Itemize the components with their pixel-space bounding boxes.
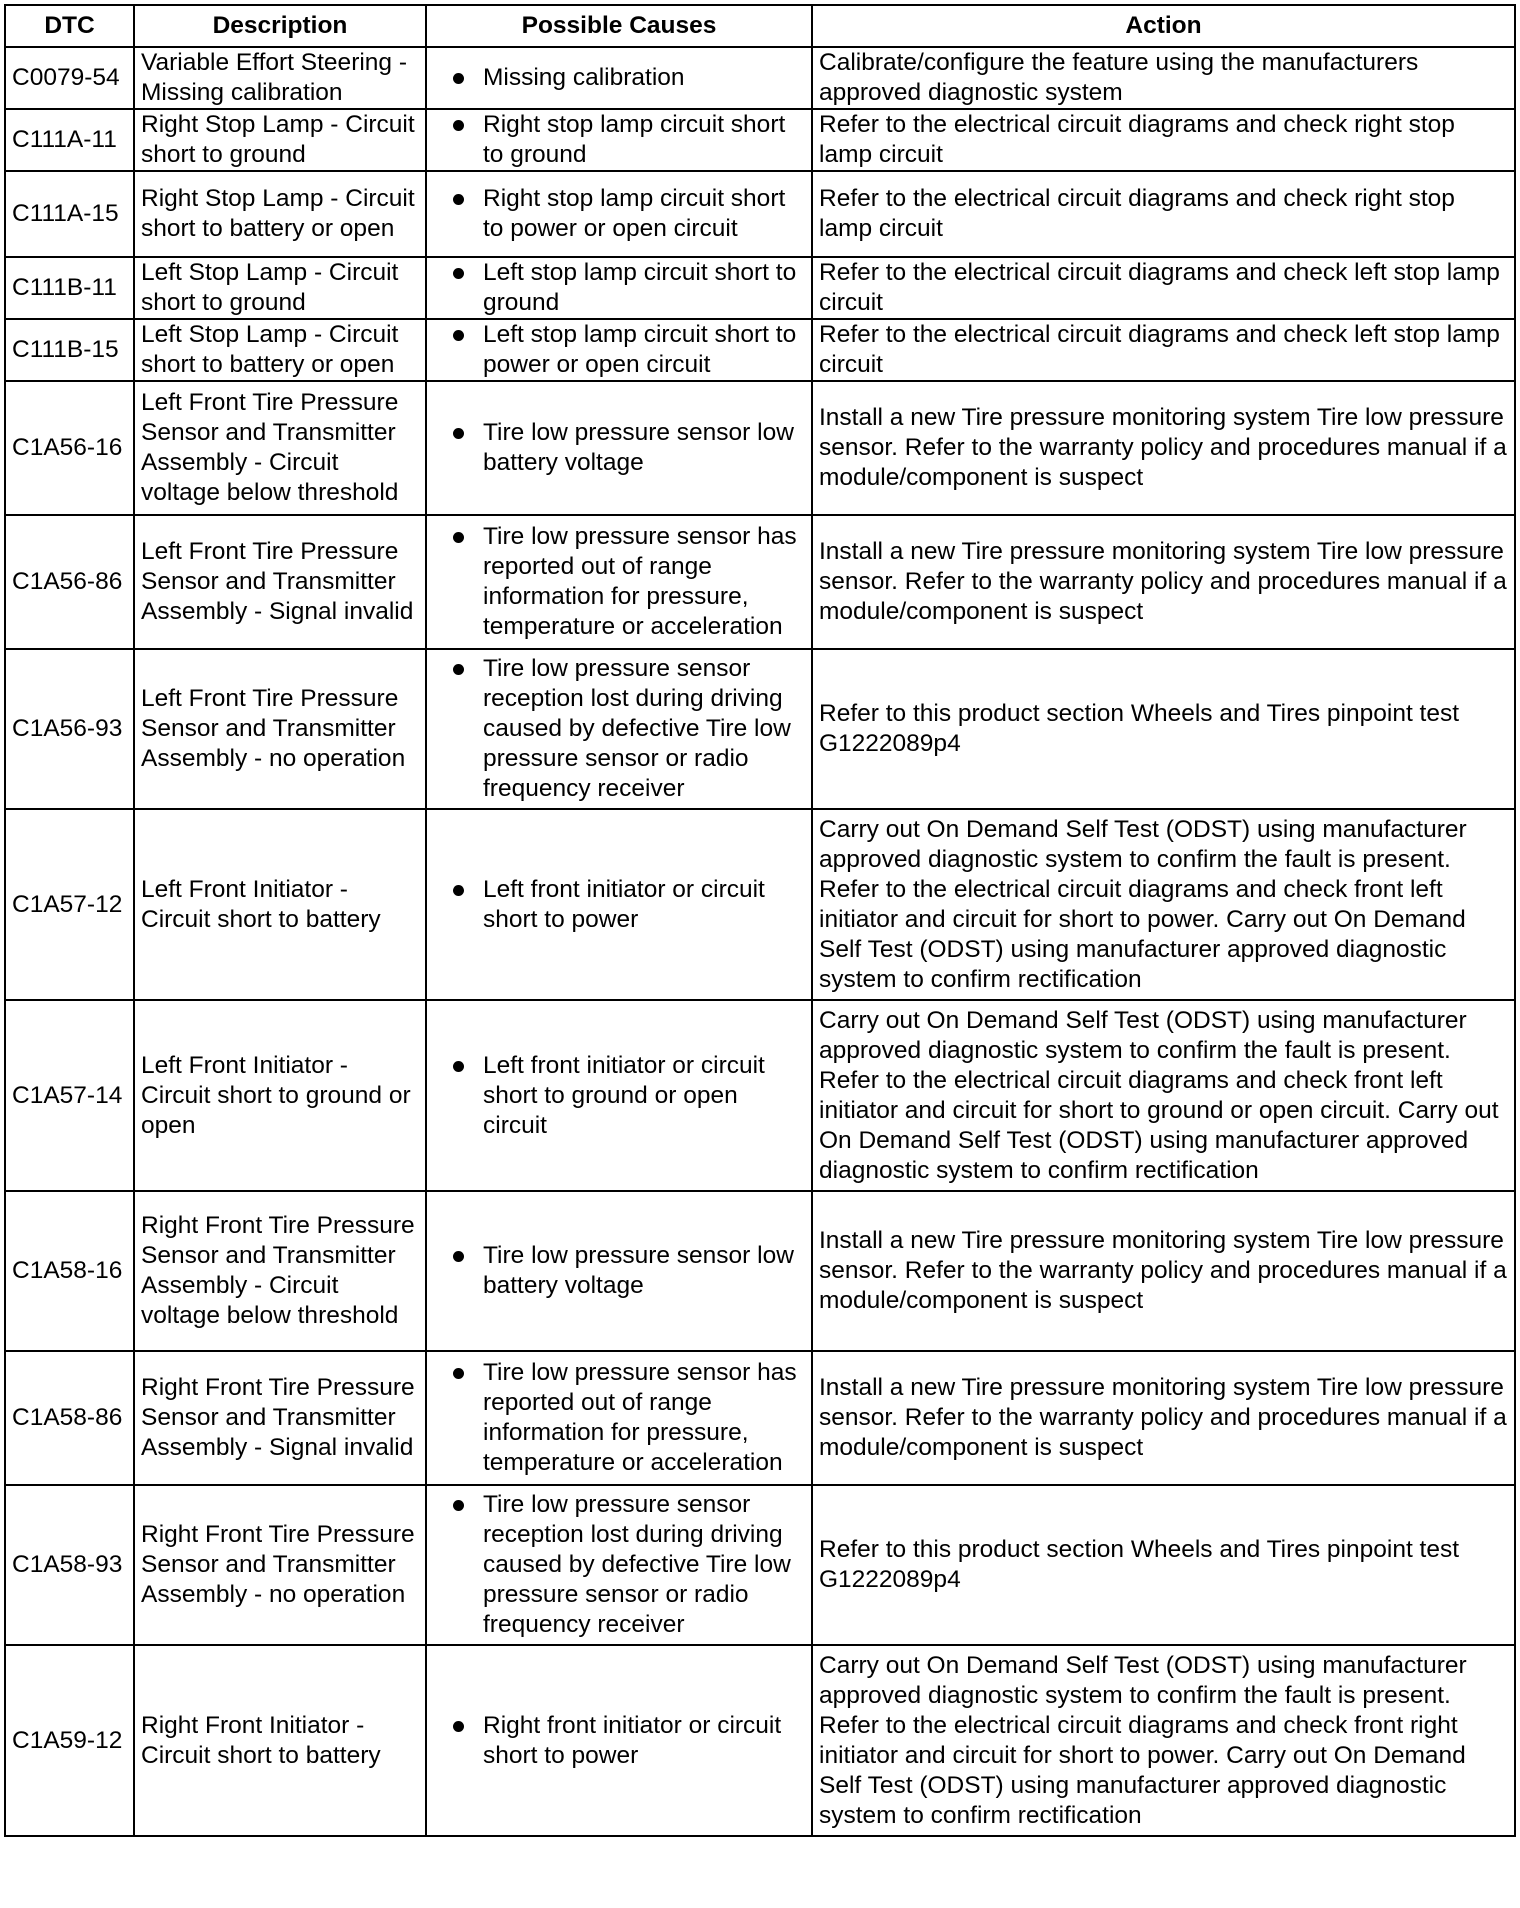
description-cell: Left Front Initiator - Circuit short to battery bbox=[134, 809, 426, 1000]
causes-cell bbox=[426, 381, 812, 515]
description-cell: Left Front Tire Pressure Sensor and Transmitter Assembly - Circuit voltage below threshold bbox=[134, 381, 426, 515]
cause-item: Right stop lamp circuit short to power or open circuit bbox=[453, 184, 807, 244]
dtc-code: C111A-11 bbox=[5, 109, 134, 171]
description-cell: Left Front Tire Pressure Sensor and Transmitter Assembly - no operation bbox=[134, 649, 426, 809]
table-row bbox=[5, 109, 1515, 171]
header-possible-causes: Possible Causes bbox=[426, 5, 812, 47]
table-row bbox=[5, 1645, 1515, 1836]
cause-item: Missing calibration bbox=[453, 63, 807, 93]
description-cell: Right Stop Lamp - Circuit short to battery or open bbox=[134, 171, 426, 257]
dtc-code: C1A57-14 bbox=[5, 1000, 134, 1191]
dtc-code: C1A58-86 bbox=[5, 1351, 134, 1485]
causes-cell bbox=[426, 47, 812, 109]
dtc-code: C0079-54 bbox=[5, 47, 134, 109]
table-row bbox=[5, 515, 1515, 649]
action-cell: Install a new Tire pressure monitoring system Tire low pressure sensor. Refer to the warranty policy and procedures manual if a module/component is suspect bbox=[812, 381, 1515, 515]
action-cell: Refer to the electrical circuit diagrams and check right stop lamp circuit bbox=[812, 171, 1515, 257]
dtc-code: C1A56-93 bbox=[5, 649, 134, 809]
description-cell: Right Front Tire Pressure Sensor and Transmitter Assembly - Signal invalid bbox=[134, 1351, 426, 1485]
cause-item: Tire low pressure sensor has reported out of range information for pressure, temperature or acceleration bbox=[453, 1358, 807, 1478]
table-row bbox=[5, 1485, 1515, 1645]
description-cell: Variable Effort Steering - Missing calibration bbox=[134, 47, 426, 109]
cause-item: Tire low pressure sensor low battery voltage bbox=[453, 418, 807, 478]
cause-item: Right stop lamp circuit short to ground bbox=[453, 110, 807, 170]
cause-item: Left stop lamp circuit short to ground bbox=[453, 258, 807, 318]
table-row bbox=[5, 1000, 1515, 1191]
action-cell: Refer to this product section Wheels and Tires pinpoint test G1222089p4 bbox=[812, 649, 1515, 809]
action-cell: Carry out On Demand Self Test (ODST) using manufacturer approved diagnostic system to confirm the fault is present. Refer to the electrical circuit diagrams and check front right initiator and circuit for short to power. Carry out On Demand Self Test (ODST) using manufacturer approved diagnostic system to confirm rectification bbox=[812, 1645, 1515, 1836]
action-cell: Install a new Tire pressure monitoring system Tire low pressure sensor. Refer to the warranty policy and procedures manual if a module/component is suspect bbox=[812, 1191, 1515, 1351]
description-cell: Right Front Tire Pressure Sensor and Transmitter Assembly - no operation bbox=[134, 1485, 426, 1645]
description-cell: Right Front Initiator - Circuit short to battery bbox=[134, 1645, 426, 1836]
causes-cell bbox=[426, 1645, 812, 1836]
description-cell: Right Front Tire Pressure Sensor and Transmitter Assembly - Circuit voltage below threshold bbox=[134, 1191, 426, 1351]
cause-item: Tire low pressure sensor reception lost during driving caused by defective Tire low pressure sensor or radio frequency receiver bbox=[453, 1490, 807, 1640]
description-cell: Left Front Initiator - Circuit short to ground or open bbox=[134, 1000, 426, 1191]
cause-item: Left front initiator or circuit short to power bbox=[453, 875, 807, 935]
cause-item: Tire low pressure sensor has reported out of range information for pressure, temperature or acceleration bbox=[453, 522, 807, 642]
header-description: Description bbox=[134, 5, 426, 47]
dtc-code: C1A58-16 bbox=[5, 1191, 134, 1351]
dtc-code: C111B-15 bbox=[5, 319, 134, 381]
causes-cell bbox=[426, 515, 812, 649]
dtc-code: C1A56-16 bbox=[5, 381, 134, 515]
table-row bbox=[5, 319, 1515, 381]
causes-cell bbox=[426, 1191, 812, 1351]
causes-cell bbox=[426, 1485, 812, 1645]
table-header-row bbox=[5, 5, 1515, 47]
cause-item: Tire low pressure sensor reception lost during driving caused by defective Tire low pressure sensor or radio frequency receiver bbox=[453, 654, 807, 804]
action-cell: Refer to the electrical circuit diagrams and check left stop lamp circuit bbox=[812, 319, 1515, 381]
header-action: Action bbox=[812, 5, 1515, 47]
action-cell: Refer to the electrical circuit diagrams and check right stop lamp circuit bbox=[812, 109, 1515, 171]
dtc-code: C111A-15 bbox=[5, 171, 134, 257]
causes-cell bbox=[426, 649, 812, 809]
dtc-code: C1A56-86 bbox=[5, 515, 134, 649]
description-cell: Left Stop Lamp - Circuit short to battery or open bbox=[134, 319, 426, 381]
cause-item: Left stop lamp circuit short to power or open circuit bbox=[453, 320, 807, 380]
table-row bbox=[5, 47, 1515, 109]
description-cell: Left Front Tire Pressure Sensor and Transmitter Assembly - Signal invalid bbox=[134, 515, 426, 649]
description-cell: Left Stop Lamp - Circuit short to ground bbox=[134, 257, 426, 319]
cause-item: Left front initiator or circuit short to ground or open circuit bbox=[453, 1051, 807, 1141]
dtc-code: C111B-11 bbox=[5, 257, 134, 319]
table-row bbox=[5, 649, 1515, 809]
causes-cell bbox=[426, 809, 812, 1000]
action-cell: Carry out On Demand Self Test (ODST) using manufacturer approved diagnostic system to confirm the fault is present. Refer to the electrical circuit diagrams and check front left initiator and circuit for short to power. Carry out On Demand Self Test (ODST) using manufacturer approved diagnostic system to confirm rectification bbox=[812, 809, 1515, 1000]
action-cell: Carry out On Demand Self Test (ODST) using manufacturer approved diagnostic system to confirm the fault is present. Refer to the electrical circuit diagrams and check front left initiator and circuit for short to ground or open circuit. Carry out On Demand Self Test (ODST) using manufacturer approved diagnostic system to confirm rectification bbox=[812, 1000, 1515, 1191]
action-cell: Refer to this product section Wheels and Tires pinpoint test G1222089p4 bbox=[812, 1485, 1515, 1645]
action-cell: Refer to the electrical circuit diagrams and check left stop lamp circuit bbox=[812, 257, 1515, 319]
table-row bbox=[5, 1351, 1515, 1485]
dtc-table bbox=[4, 4, 1516, 1837]
dtc-code: C1A59-12 bbox=[5, 1645, 134, 1836]
causes-cell bbox=[426, 1000, 812, 1191]
causes-cell bbox=[426, 171, 812, 257]
cause-item: Tire low pressure sensor low battery voltage bbox=[453, 1241, 807, 1301]
table-row bbox=[5, 381, 1515, 515]
action-cell: Install a new Tire pressure monitoring system Tire low pressure sensor. Refer to the warranty policy and procedures manual if a module/component is suspect bbox=[812, 1351, 1515, 1485]
causes-cell bbox=[426, 1351, 812, 1485]
table-row bbox=[5, 809, 1515, 1000]
action-cell: Install a new Tire pressure monitoring system Tire low pressure sensor. Refer to the warranty policy and procedures manual if a module/component is suspect bbox=[812, 515, 1515, 649]
table-row bbox=[5, 257, 1515, 319]
action-cell: Calibrate/configure the feature using the manufacturers approved diagnostic system bbox=[812, 47, 1515, 109]
causes-cell bbox=[426, 319, 812, 381]
dtc-code: C1A58-93 bbox=[5, 1485, 134, 1645]
table-row bbox=[5, 1191, 1515, 1351]
dtc-code: C1A57-12 bbox=[5, 809, 134, 1000]
description-cell: Right Stop Lamp - Circuit short to ground bbox=[134, 109, 426, 171]
cause-item: Right front initiator or circuit short to power bbox=[453, 1711, 807, 1771]
causes-cell bbox=[426, 257, 812, 319]
table-row bbox=[5, 171, 1515, 257]
causes-cell bbox=[426, 109, 812, 171]
header-dtc: DTC bbox=[5, 5, 134, 47]
